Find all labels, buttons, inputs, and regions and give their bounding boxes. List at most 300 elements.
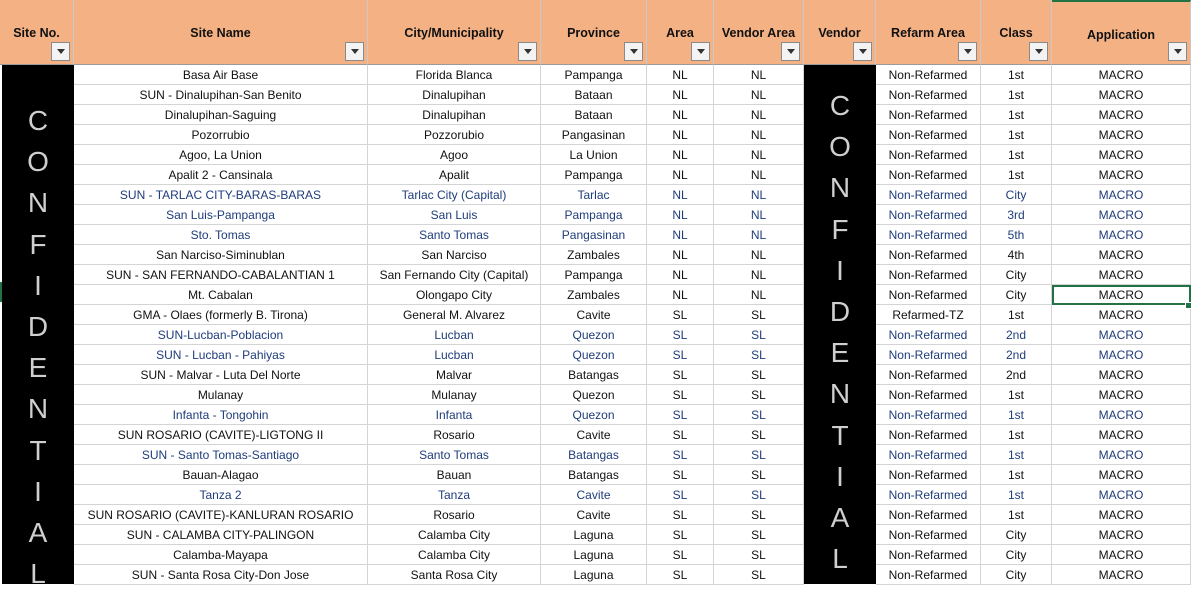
cell-city[interactable]: Agoo [368, 145, 541, 165]
cell-app[interactable]: MACRO [1052, 125, 1191, 145]
cell-app[interactable]: MACRO [1052, 105, 1191, 125]
cell-refarm[interactable]: Non-Refarmed [876, 205, 981, 225]
chevron-down-icon [1035, 49, 1043, 54]
cell-app[interactable]: MACRO [1052, 445, 1191, 465]
cell-class[interactable]: 4th [981, 245, 1052, 265]
cell-vendor-area[interactable]: NL [714, 65, 804, 85]
cell-class[interactable]: 2nd [981, 325, 1052, 345]
cell-app[interactable]: MACRO [1052, 505, 1191, 525]
chevron-down-icon [697, 49, 705, 54]
cell-area[interactable]: SL [647, 365, 714, 385]
cell-site-name[interactable]: SUN - TARLAC CITY-BARAS-BARAS [74, 185, 368, 205]
confidential-letter: C [27, 105, 49, 136]
header-label: Vendor Area [721, 26, 796, 40]
cell-province[interactable]: Bataan [541, 85, 647, 105]
cell-refarm[interactable]: Non-Refarmed [876, 65, 981, 85]
cell-refarm[interactable]: Non-Refarmed [876, 105, 981, 125]
cell-city[interactable]: General M. Alvarez [368, 305, 541, 325]
cell-city[interactable]: Olongapo City [368, 285, 541, 305]
cell-refarm[interactable]: Non-Refarmed [876, 185, 981, 205]
cell-class[interactable]: 1st [981, 425, 1052, 445]
confidential-letter: O [27, 146, 49, 178]
table-row[interactable] [0, 165, 1191, 185]
table-row[interactable] [0, 425, 1191, 445]
chevron-down-icon [630, 49, 638, 54]
cell-province[interactable]: Bataan [541, 105, 647, 125]
cell-city[interactable]: Infanta [368, 405, 541, 425]
cell-province[interactable]: Batangas [541, 365, 647, 385]
filter-dropdown-button[interactable] [51, 42, 70, 61]
cell-area[interactable]: NL [647, 145, 714, 165]
table-row[interactable] [0, 545, 1191, 565]
cell-city[interactable]: Santo Tomas [368, 445, 541, 465]
cell-province[interactable]: Batangas [541, 445, 647, 465]
filter-dropdown-button[interactable] [345, 42, 364, 61]
cell-city[interactable]: Mulanay [368, 385, 541, 405]
cell-province[interactable]: Quezon [541, 405, 647, 425]
chevron-down-icon [1174, 49, 1182, 54]
cell-area[interactable]: SL [647, 465, 714, 485]
cell-site-name[interactable]: Tanza 2 [74, 485, 368, 505]
filter-dropdown-button[interactable] [1029, 42, 1048, 61]
cell-refarm[interactable]: Non-Refarmed [876, 265, 981, 285]
table-row[interactable] [0, 365, 1191, 385]
cell-city[interactable]: Santo Tomas [368, 225, 541, 245]
header-vendor-area[interactable] [714, 0, 804, 65]
cell-city[interactable]: Bauan [368, 465, 541, 485]
cell-refarm[interactable]: Non-Refarmed [876, 385, 981, 405]
cell-city[interactable]: San Luis [368, 205, 541, 225]
chevron-down-icon [859, 49, 867, 54]
cell-refarm[interactable]: Non-Refarmed [876, 505, 981, 525]
cell-vendor-area[interactable]: SL [714, 565, 804, 585]
cell-vendor-area[interactable]: NL [714, 265, 804, 285]
cell-province[interactable]: Pampanga [541, 265, 647, 285]
header-label: Refarm Area [891, 26, 965, 40]
cell-city[interactable]: Tanza [368, 485, 541, 505]
confidential-letter: F [831, 213, 849, 245]
table-row[interactable] [0, 325, 1191, 345]
cell-vendor-area[interactable]: SL [714, 445, 804, 465]
cell-area[interactable]: SL [647, 565, 714, 585]
cell-class[interactable]: 1st [981, 85, 1052, 105]
confidential-letter: E [830, 337, 850, 369]
cell-area[interactable]: SL [647, 325, 714, 345]
cell-province[interactable]: Pangasinan [541, 225, 647, 245]
cell-city[interactable]: Dinalupihan [368, 85, 541, 105]
cell-class[interactable]: 1st [981, 445, 1052, 465]
confidential-redaction-site-no [2, 65, 74, 590]
cell-class[interactable]: City [981, 285, 1052, 305]
confidential-letter: D [27, 310, 49, 342]
table-row[interactable] [0, 305, 1191, 325]
cell-refarm[interactable]: Non-Refarmed [876, 425, 981, 445]
header-vendor[interactable] [804, 0, 876, 65]
header-city[interactable] [368, 0, 541, 65]
cell-city[interactable]: Lucban [368, 345, 541, 365]
cell-area[interactable]: SL [647, 445, 714, 465]
cell-city[interactable]: Lucban [368, 325, 541, 345]
table-row[interactable] [0, 125, 1191, 145]
confidential-letter: D [829, 295, 851, 327]
cell-vendor-area[interactable]: NL [714, 205, 804, 225]
cell-refarm[interactable]: Non-Refarmed [876, 125, 981, 145]
cell-refarm[interactable]: Non-Refarmed [876, 245, 981, 265]
cell-refarm[interactable]: Non-Refarmed [876, 525, 981, 545]
cell-site-name[interactable]: Mt. Cabalan [74, 285, 368, 305]
confidential-letter: I [34, 475, 42, 507]
cell-app[interactable]: MACRO [1052, 425, 1191, 445]
cell-province[interactable]: Pangasinan [541, 125, 647, 145]
cell-app[interactable]: MACRO [1052, 545, 1191, 565]
cell-refarm[interactable]: Non-Refarmed [876, 445, 981, 465]
cell-area[interactable]: SL [647, 505, 714, 525]
cell-site-name[interactable]: Sto. Tomas [74, 225, 368, 245]
confidential-text [2, 100, 74, 594]
cell-refarm[interactable]: Non-Refarmed [876, 165, 981, 185]
cell-city[interactable]: Florida Blanca [368, 65, 541, 85]
cell-site-name[interactable]: San Narciso-Siminublan [74, 245, 368, 265]
header-site-no[interactable] [0, 0, 74, 65]
cell-class[interactable]: City [981, 565, 1052, 585]
confidential-letter: L [832, 543, 848, 575]
cell-vendor-area[interactable]: SL [714, 525, 804, 545]
cell-site-name[interactable]: Basa Air Base [74, 65, 368, 85]
cell-class[interactable]: 1st [981, 65, 1052, 85]
cell-class[interactable]: City [981, 545, 1052, 565]
cell-site-name[interactable]: SUN - SAN FERNANDO-CABALANTIAN 1 [74, 265, 368, 285]
cell-province[interactable]: Zambales [541, 285, 647, 305]
cell-province[interactable]: Cavite [541, 305, 647, 325]
confidential-letter: L [30, 558, 46, 590]
cell-city[interactable]: Malvar [368, 365, 541, 385]
cell-vendor-area[interactable]: SL [714, 385, 804, 405]
cell-province[interactable]: Laguna [541, 525, 647, 545]
cell-area[interactable]: SL [647, 425, 714, 445]
table-row[interactable] [0, 405, 1191, 425]
cell-app[interactable]: MACRO [1052, 525, 1191, 545]
table-row[interactable] [0, 85, 1191, 105]
filter-dropdown-button[interactable] [781, 42, 800, 61]
confidential-letter: A [28, 516, 48, 548]
header-label: City/Municipality [404, 26, 504, 40]
cell-province[interactable]: Pampanga [541, 65, 647, 85]
cell-vendor-area[interactable]: SL [714, 545, 804, 565]
cell-city[interactable]: Santa Rosa City [368, 565, 541, 585]
table-row[interactable] [0, 505, 1191, 525]
table-row[interactable] [0, 525, 1191, 545]
cell-vendor-area[interactable]: NL [714, 165, 804, 185]
cell-refarm[interactable]: Non-Refarmed [876, 465, 981, 485]
cell-site-name[interactable]: Apalit 2 - Cansinala [74, 165, 368, 185]
cell-province[interactable]: Laguna [541, 545, 647, 565]
chevron-down-icon [351, 49, 359, 54]
cell-refarm[interactable]: Non-Refarmed [876, 565, 981, 585]
cell-city[interactable]: Apalit [368, 165, 541, 185]
cell-class[interactable]: City [981, 185, 1052, 205]
cell-refarm[interactable]: Non-Refarmed [876, 365, 981, 385]
cell-area[interactable]: NL [647, 85, 714, 105]
cell-class[interactable]: 2nd [981, 365, 1052, 385]
header-label: Class [999, 26, 1033, 40]
cell-class[interactable]: 1st [981, 405, 1052, 425]
cell-refarm[interactable]: Non-Refarmed [876, 145, 981, 165]
cell-site-name[interactable]: San Luis-Pampanga [74, 205, 368, 225]
cell-vendor-area[interactable]: NL [714, 285, 804, 305]
cell-area[interactable]: SL [647, 485, 714, 505]
cell-site-name[interactable]: Bauan-Alagao [74, 465, 368, 485]
cell-vendor-area[interactable]: SL [714, 505, 804, 525]
cell-province[interactable]: Quezon [541, 325, 647, 345]
cell-province[interactable]: Quezon [541, 385, 647, 405]
cell-area[interactable]: SL [647, 345, 714, 365]
chevron-down-icon [964, 49, 972, 54]
cell-class[interactable]: 1st [981, 145, 1052, 165]
cell-vendor-area[interactable]: SL [714, 425, 804, 445]
cell-vendor-area[interactable]: NL [714, 225, 804, 245]
cell-area[interactable]: NL [647, 105, 714, 125]
cell-province[interactable]: La Union [541, 145, 647, 165]
cell-app[interactable]: MACRO [1052, 165, 1191, 185]
table-row[interactable] [0, 285, 1191, 305]
cell-class[interactable]: 1st [981, 165, 1052, 185]
cell-site-name[interactable]: SUN - Lucban - Pahiyas [74, 345, 368, 365]
confidential-letter: T [831, 419, 849, 451]
header-label: Area [666, 26, 694, 40]
cell-app[interactable]: MACRO [1052, 565, 1191, 585]
header-class[interactable] [981, 0, 1052, 65]
confidential-letter: I [34, 269, 42, 301]
cell-site-name[interactable]: Pozorrubio [74, 125, 368, 145]
confidential-letter: O [829, 131, 851, 163]
cell-area[interactable]: NL [647, 285, 714, 305]
confidential-letter: N [27, 393, 49, 425]
fill-handle[interactable] [1185, 302, 1191, 309]
cell-area[interactable]: SL [647, 405, 714, 425]
cell-app[interactable]: MACRO [1052, 145, 1191, 165]
cell-class[interactable]: 1st [981, 105, 1052, 125]
cell-app[interactable]: MACRO [1052, 405, 1191, 425]
chevron-down-icon [524, 49, 532, 54]
cell-class[interactable]: 1st [981, 125, 1052, 145]
cell-province[interactable]: Cavite [541, 425, 647, 445]
confidential-letter: I [836, 460, 844, 492]
cell-site-name[interactable]: Mulanay [74, 385, 368, 405]
cell-refarm[interactable]: Non-Refarmed [876, 405, 981, 425]
cell-area[interactable]: NL [647, 225, 714, 245]
chevron-down-icon [57, 49, 65, 54]
table-row[interactable] [0, 145, 1191, 165]
header-label: Application [1086, 28, 1156, 42]
cell-vendor-area[interactable]: NL [714, 105, 804, 125]
cell-province[interactable]: Cavite [541, 485, 647, 505]
cell-site-name[interactable]: SUN - CALAMBA CITY-PALINGON [74, 525, 368, 545]
cell-vendor-area[interactable]: NL [714, 145, 804, 165]
cell-vendor-area[interactable]: SL [714, 405, 804, 425]
cell-app[interactable]: MACRO [1052, 365, 1191, 385]
table-row[interactable] [0, 245, 1191, 265]
confidential-letter: N [829, 172, 851, 204]
cell-refarm[interactable]: Non-Refarmed [876, 345, 981, 365]
cell-province[interactable]: Laguna [541, 565, 647, 585]
confidential-redaction-vendor [804, 65, 876, 584]
cell-refarm[interactable]: Non-Refarmed [876, 325, 981, 345]
cell-app[interactable]: MACRO [1052, 85, 1191, 105]
filter-dropdown-button[interactable] [624, 42, 643, 61]
cell-app[interactable]: MACRO [1052, 385, 1191, 405]
cell-app[interactable]: MACRO [1052, 225, 1191, 245]
cell-area[interactable]: SL [647, 305, 714, 325]
table-row[interactable] [0, 185, 1191, 205]
filter-dropdown-button[interactable] [691, 42, 710, 61]
cell-province[interactable]: Tarlac [541, 185, 647, 205]
cell-site-name[interactable]: SUN - Malvar - Luta Del Norte [74, 365, 368, 385]
cell-area[interactable]: NL [647, 125, 714, 145]
table-row[interactable] [0, 105, 1191, 125]
cell-app[interactable]: MACRO [1052, 305, 1191, 325]
cell-area[interactable]: NL [647, 245, 714, 265]
header-province[interactable] [541, 0, 647, 65]
cell-vendor-area[interactable]: NL [714, 125, 804, 145]
cell-refarm[interactable]: Non-Refarmed [876, 225, 981, 245]
cell-city[interactable]: Calamba City [368, 545, 541, 565]
cell-app[interactable]: MACRO [1052, 485, 1191, 505]
table-row[interactable] [0, 225, 1191, 245]
cell-class[interactable]: 5th [981, 225, 1052, 245]
cell-city[interactable]: Pozzorubio [368, 125, 541, 145]
confidential-letter: I [836, 254, 844, 286]
table-row[interactable] [0, 385, 1191, 405]
table-row[interactable] [0, 265, 1191, 285]
cell-area[interactable]: SL [647, 385, 714, 405]
confidential-letter: C [829, 90, 851, 121]
cell-refarm[interactable]: Non-Refarmed [876, 85, 981, 105]
cell-class[interactable]: 1st [981, 385, 1052, 405]
header-refarm-area[interactable] [876, 0, 981, 65]
cell-app[interactable]: MACRO [1052, 245, 1191, 265]
cell-area[interactable]: SL [647, 545, 714, 565]
cell-province[interactable]: Cavite [541, 505, 647, 525]
chevron-down-icon [787, 49, 795, 54]
confidential-letter: T [29, 434, 47, 466]
cell-site-name[interactable]: SUN - Santa Rosa City-Don Jose [74, 565, 368, 585]
header-application[interactable] [1052, 0, 1191, 65]
cell-province[interactable]: Pampanga [541, 165, 647, 185]
filter-dropdown-button[interactable] [958, 42, 977, 61]
cell-site-name[interactable]: Agoo, La Union [74, 145, 368, 165]
table-row[interactable] [0, 65, 1191, 85]
cell-site-name[interactable]: SUN ROSARIO (CAVITE)-LIGTONG II [74, 425, 368, 445]
cell-vendor-area[interactable]: SL [714, 325, 804, 345]
confidential-letter: N [829, 378, 851, 410]
cell-city[interactable]: Dinalupihan [368, 105, 541, 125]
table-row[interactable] [0, 445, 1191, 465]
cell-app[interactable]: MACRO [1052, 465, 1191, 485]
cell-province[interactable]: Zambales [541, 245, 647, 265]
cell-site-name[interactable]: GMA - Olaes (formerly B. Tirona) [74, 305, 368, 325]
cell-class[interactable]: 1st [981, 485, 1052, 505]
confidential-letter: F [29, 228, 47, 260]
header-area[interactable] [647, 0, 714, 65]
confidential-text [804, 85, 876, 579]
cell-class[interactable]: City [981, 525, 1052, 545]
cell-class[interactable]: 1st [981, 465, 1052, 485]
cell-refarm[interactable]: Non-Refarmed [876, 545, 981, 565]
cell-refarm[interactable]: Refarmed-TZ [876, 305, 981, 325]
cell-area[interactable]: NL [647, 265, 714, 285]
cell-app[interactable]: MACRO [1052, 65, 1191, 85]
selected-cell[interactable]: MACRO [1052, 285, 1191, 305]
cell-class[interactable]: 1st [981, 305, 1052, 325]
header-site-name[interactable] [74, 0, 368, 65]
cell-vendor-area[interactable]: SL [714, 485, 804, 505]
cell-province[interactable]: Quezon [541, 345, 647, 365]
cell-vendor-area[interactable]: SL [714, 305, 804, 325]
cell-vendor-area[interactable]: SL [714, 465, 804, 485]
cell-app[interactable]: MACRO [1052, 345, 1191, 365]
cell-area[interactable]: NL [647, 205, 714, 225]
row-indicator [0, 282, 2, 302]
filter-dropdown-button[interactable] [1168, 42, 1187, 61]
cell-province[interactable]: Batangas [541, 465, 647, 485]
cell-site-name[interactable]: SUN - Dinalupihan-San Benito [74, 85, 368, 105]
cell-vendor-area[interactable]: SL [714, 345, 804, 365]
cell-vendor-area[interactable]: SL [714, 365, 804, 385]
cell-site-name[interactable]: Calamba-Mayapa [74, 545, 368, 565]
table-row[interactable] [0, 565, 1191, 585]
filter-dropdown-button[interactable] [853, 42, 872, 61]
cell-city[interactable]: San Fernando City (Capital) [368, 265, 541, 285]
cell-class[interactable]: 2nd [981, 345, 1052, 365]
cell-site-name[interactable]: SUN ROSARIO (CAVITE)-KANLURAN ROSARIO [74, 505, 368, 525]
cell-city[interactable]: Rosario [368, 505, 541, 525]
table-row[interactable] [0, 485, 1191, 505]
cell-vendor-area[interactable]: NL [714, 185, 804, 205]
cell-app[interactable]: MACRO [1052, 265, 1191, 285]
cell-city[interactable]: Calamba City [368, 525, 541, 545]
table-row[interactable] [0, 345, 1191, 365]
cell-province[interactable]: Pampanga [541, 205, 647, 225]
cell-site-name[interactable]: SUN-Lucban-Poblacion [74, 325, 368, 345]
table-row[interactable] [0, 465, 1191, 485]
cell-app[interactable]: MACRO [1052, 205, 1191, 225]
cell-city[interactable]: Tarlac City (Capital) [368, 185, 541, 205]
cell-class[interactable]: 1st [981, 505, 1052, 525]
cell-city[interactable]: Rosario [368, 425, 541, 445]
cell-vendor-area[interactable]: NL [714, 245, 804, 265]
header-label: Province [567, 26, 620, 40]
cell-area[interactable]: SL [647, 525, 714, 545]
cell-refarm[interactable]: Non-Refarmed [876, 285, 981, 305]
cell-site-name[interactable]: SUN - Santo Tomas-Santiago [74, 445, 368, 465]
cell-app[interactable]: MACRO [1052, 185, 1191, 205]
cell-app[interactable]: MACRO [1052, 325, 1191, 345]
filter-dropdown-button[interactable] [518, 42, 537, 61]
cell-vendor-area[interactable]: NL [714, 85, 804, 105]
cell-area[interactable]: NL [647, 185, 714, 205]
cell-area[interactable]: NL [647, 165, 714, 185]
confidential-letter: E [28, 352, 48, 384]
cell-class[interactable]: 3rd [981, 205, 1052, 225]
cell-site-name[interactable]: Infanta - Tongohin [74, 405, 368, 425]
cell-refarm[interactable]: Non-Refarmed [876, 485, 981, 505]
cell-site-name[interactable]: Dinalupihan-Saguing [74, 105, 368, 125]
header-label: Vendor [818, 26, 861, 40]
table-row[interactable] [0, 205, 1191, 225]
cell-class[interactable]: City [981, 265, 1052, 285]
cell-city[interactable]: San Narciso [368, 245, 541, 265]
cell-area[interactable]: NL [647, 65, 714, 85]
